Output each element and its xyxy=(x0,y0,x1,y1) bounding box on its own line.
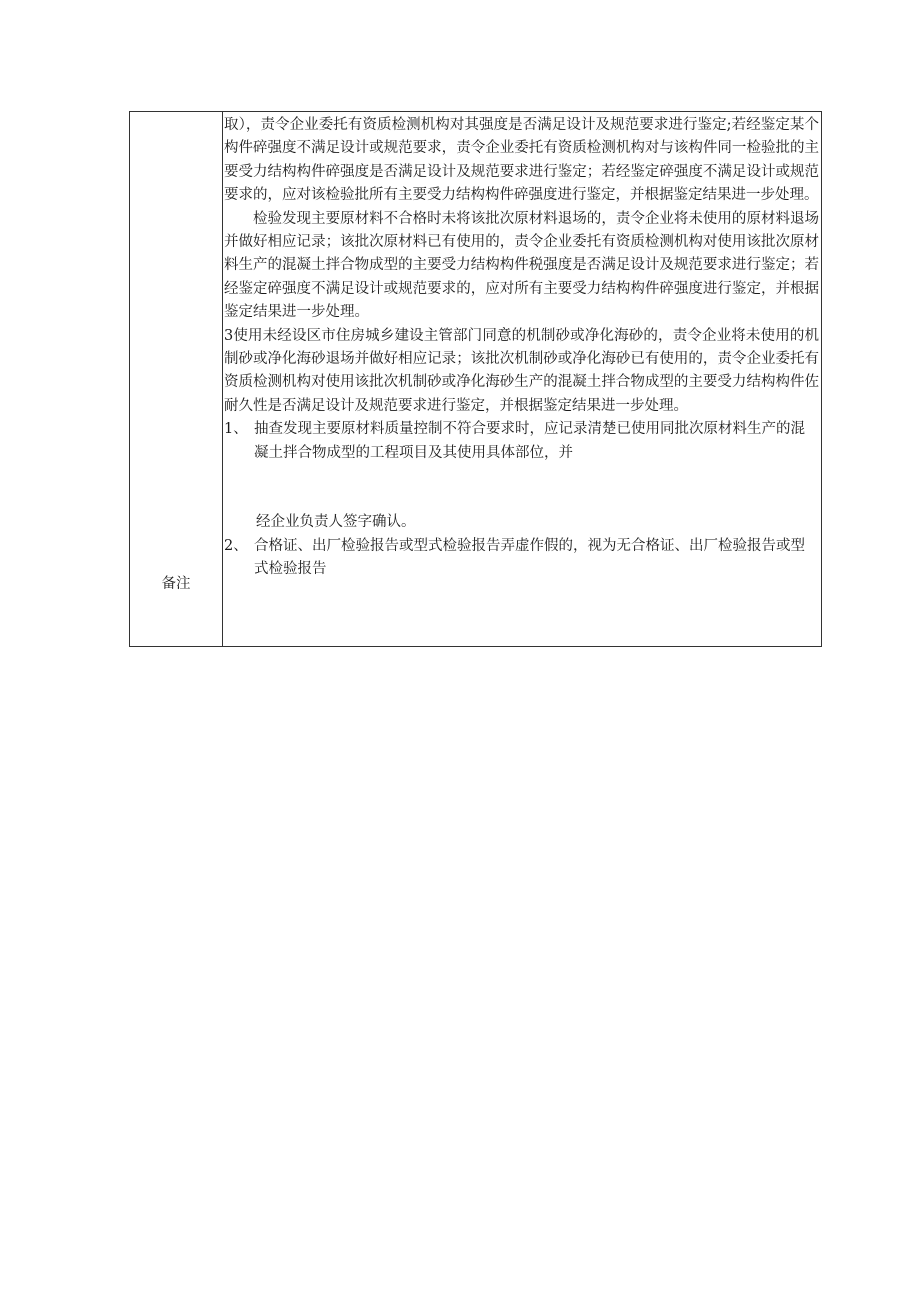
note-text: 合格证、出厂检验报告或型式检验报告弄虚作假的，视为无合格证、出厂检验报告或型式检验报告 xyxy=(254,537,805,577)
paragraph-machine-sand: 3使用未经设区市住房城乡建设主管部门同意的机制砂或净化海砂的，责令企业将未使用的机制砂或净化海砂退场并做好相应记录；该批次机制砂或净化海砂已有使用的，责令企业委托有资质检测机构对使用该批次机制砂或净化海砂生产的混凝土拌合物成型的主要受力结构构件佐耐久性是否满足设计及规范要求进行鉴定，并根据鉴定结果进一步处理。 xyxy=(224,327,819,414)
sign-confirmation: 经企业负责人签字确认。 xyxy=(256,514,416,531)
note-item-1 xyxy=(224,418,821,465)
spacer xyxy=(224,465,821,511)
note-number: 2、 xyxy=(224,537,248,554)
remarks-label-cell xyxy=(130,112,223,646)
paragraph-strength-appraisal: 取），责令企业委托有资质检测机构对其强度是否满足设计及规范要求进行鉴定;若经鉴定某个构件碎强度不满足设计或规范要求，责令企业委托有资质检测机构对与该构件同一检验批的主要受力结构构件碎强度是否满足设计及规范要求进行鉴定；若经鉴定碎强度不满足设计或规范要求的，应对该检验批所有主要受力结构构件碎强度进行鉴定，并根据鉴定结果进一步处理。 xyxy=(224,117,819,204)
note-item-2 xyxy=(224,535,821,582)
note-text: 抽查发现主要原材料质量控制不符合要求时，应记录清楚已使用同批次原材料生产的混凝土拌合物成型的工程项目及其使用具体部位，并 xyxy=(254,421,805,461)
remarks-table xyxy=(129,111,822,647)
remarks-label: 备注 xyxy=(161,576,191,592)
paragraph-raw-material-return: 检验发现主要原材料不合格时未将该批次原材料退场的，责令企业将未使用的原材料退场并做好相应记录；该批次原材料已有使用的，责令企业委托有资质检测机构对使用该批次原材料生产的混凝土拌合物成型的主要受力结构构件税强度是否满足设计及规范要求进行鉴定；若经鉴定碎强度不满足设计或规范要求的，应对所有主要受力结构构件碎强度进行鉴定，并根据鉴定结果进一步处理。 xyxy=(224,210,819,321)
note-number: 1、 xyxy=(224,421,248,438)
remarks-content-cell xyxy=(223,112,821,646)
